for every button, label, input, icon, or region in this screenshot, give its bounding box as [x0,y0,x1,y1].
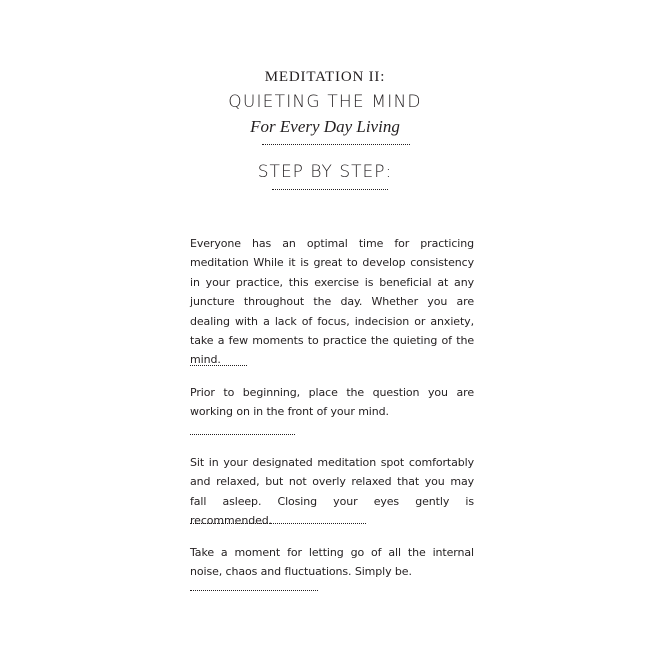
paragraph-divider [190,365,247,366]
page-title: QUIETING THE MIND [228,92,422,112]
page-subtitle: For Every Day Living [250,117,400,136]
section-divider [272,189,388,190]
step-paragraph-3: Sit in your designated meditation spot comfortably and relaxed, but not overly relaxed that you may fall asleep. Closing your eyes gently is recommended. [190,456,474,528]
paragraph-divider [190,523,366,524]
title-divider [262,144,410,145]
step-paragraph-2: Prior to beginning, place the question you are working on in the front of your mind. [190,386,474,419]
step-paragraph-1: Everyone has an optimal time for practicing meditation While it is great to develop consistency in your practice, this exercise is beneficial at any juncture throughout the day. Whether you are dealing with a lack of focus, indecision or anxiety, take a few moments to practice the quieting of the mind. [190,237,474,367]
paragraph-divider [190,590,318,591]
step-paragraph-4: Take a moment for letting go of all the internal noise, chaos and fluctuations. Simply be. [190,546,474,579]
chapter-label: MEDITATION II: [264,69,386,85]
paragraph-divider [190,434,295,435]
section-heading: STEP BY STEP: [257,162,393,182]
